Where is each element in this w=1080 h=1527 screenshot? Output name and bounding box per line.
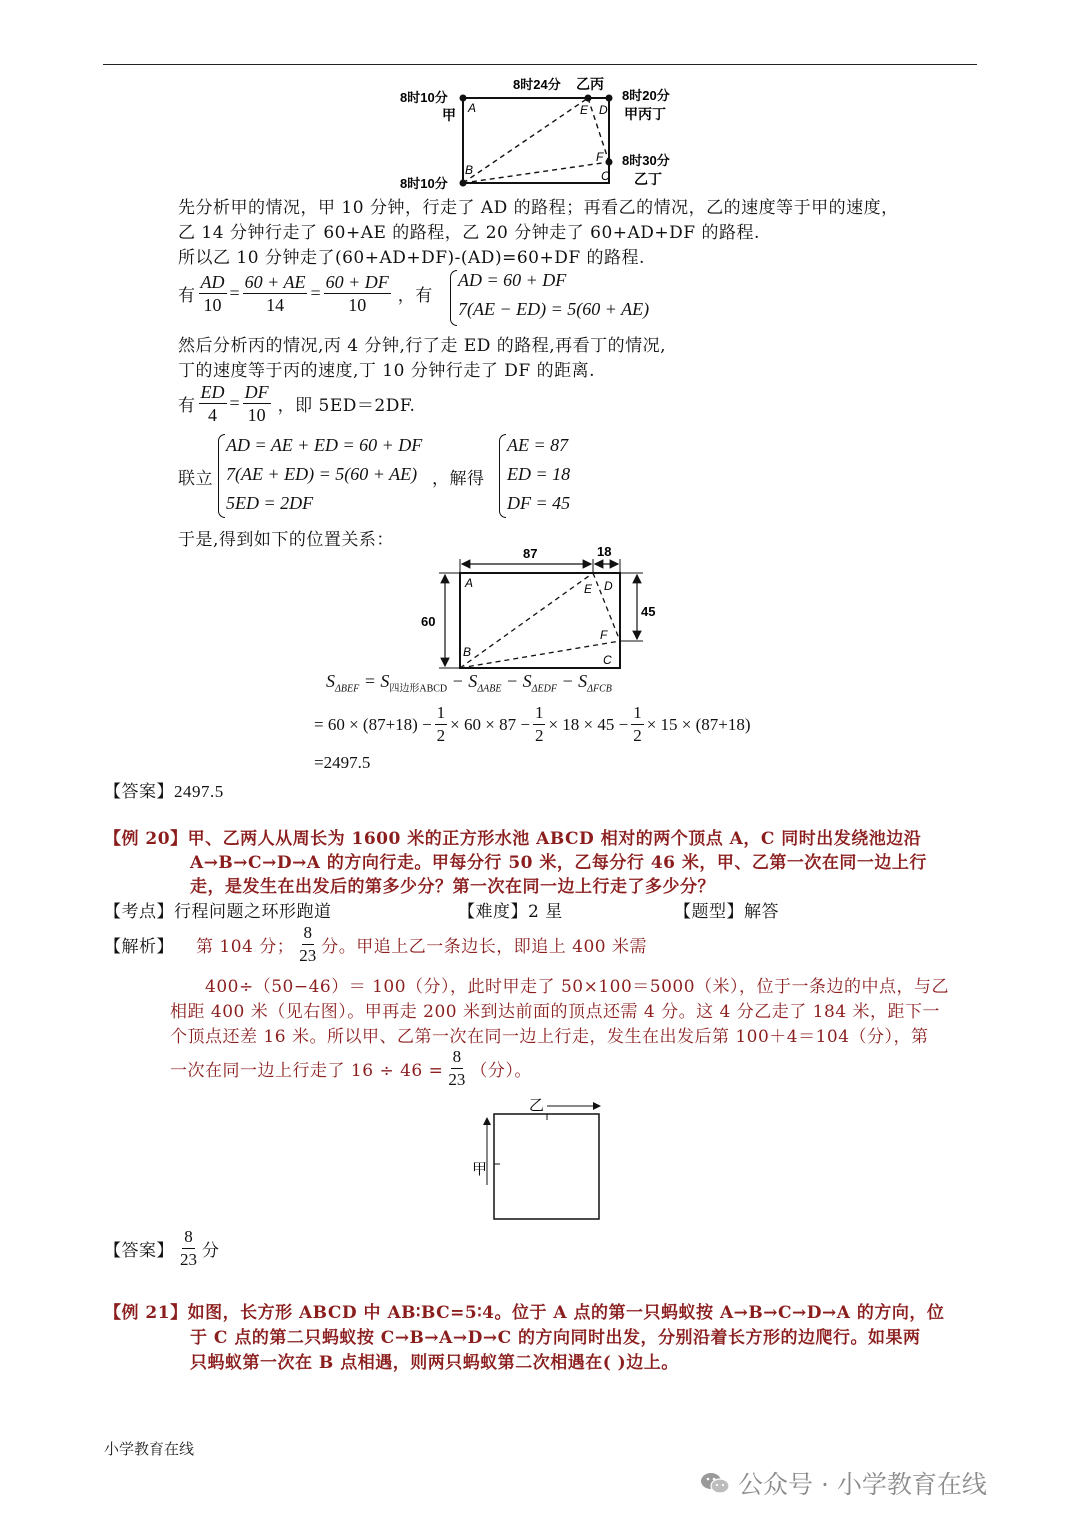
ex20-tag: 【例 20】 (104, 829, 188, 849)
half-den: 2 (633, 726, 642, 745)
eq2-frac-2 (243, 381, 271, 426)
eq1-f3-den: 10 (348, 295, 367, 315)
area-s2-sub: ΔABE (477, 683, 502, 695)
analysis-line-4: 然后分析丙的情况,丙 4 分钟,行了走 ED 的路程,再看丁的情况, (178, 336, 667, 356)
nandu-value: 2 星 (528, 902, 563, 922)
solution-AE: AE = 87 (507, 435, 569, 455)
jiexi-frac-num: 8 (302, 922, 315, 945)
eq1-f3-num: 60 + DF (325, 272, 389, 292)
area-s1-sub: 四边形ABCD (389, 683, 448, 695)
fig1-top-name: 乙丙 (576, 76, 604, 92)
area-l2-c: × 18 × 45 − (548, 714, 629, 734)
half-num: 1 (533, 702, 546, 725)
eq2-f2-den: 10 (247, 405, 266, 425)
eq1-f1-num: AD (200, 272, 225, 292)
fig2-line-BF (460, 641, 620, 668)
eq1-frac-2 (243, 271, 308, 316)
jiexi-a: 第 104 分； (196, 937, 295, 957)
fig1-label-D: D (599, 103, 608, 117)
ex20-meta-row (104, 897, 332, 922)
fig2-dim-45: 45 (641, 604, 656, 619)
fig1-right-top-time: 8时20分 (622, 88, 670, 103)
fig1-label-B: B (465, 163, 474, 177)
half-num: 1 (631, 702, 644, 725)
tixing-tag: 【题型】 (674, 902, 744, 922)
area-formula-line-2 (314, 702, 751, 747)
fig1-label-E: E (580, 103, 589, 117)
area-s3-sub: ΔEDF (531, 683, 557, 695)
jiexi-frac (297, 922, 318, 967)
eq1-system (458, 266, 649, 324)
answer-2-unit: 分 (202, 1241, 220, 1261)
square-pool (494, 1114, 599, 1219)
fig2-line-BE (460, 573, 593, 668)
area-half-1 (435, 702, 448, 747)
wechat-icon (700, 1471, 730, 1495)
system-eq-2: 7(AE + ED) = 5(60 + AE) (226, 464, 418, 484)
answer-2 (104, 1226, 220, 1271)
fig2-dim-60: 60 (421, 614, 436, 629)
ex20-line-3: 走，是发生在出发后的第多少分？第一次在同一边上行走了多少分？ (190, 877, 715, 897)
eq1-frac-1 (199, 271, 227, 316)
fig2-label-E: E (584, 582, 593, 596)
figure-dimensions-rectangle (415, 543, 665, 675)
solution-ED: ED = 18 (507, 464, 571, 484)
eq2-f1-den: 4 (208, 405, 217, 425)
watermark-text: 公众号 · 小学教育在线 (738, 1470, 987, 1499)
analysis-line-5: 丁的速度等于丙的速度,丁 10 分钟行走了 DF 的距离. (178, 361, 595, 381)
ex20-para-1: 400÷（50−46）＝ 100（分），此时甲走了 50×100＝5000（米），位于一条边的中点，与乙 (205, 977, 950, 997)
system-eq-3: 5ED = 2DF (226, 493, 314, 513)
fig1-left-top-time: 8时10分 (400, 90, 448, 105)
ex20-para-3: 个顶点还差 16 米。所以甲、乙第一次在同一边上行走，发生在出发后第 100＋4＝104（分），第 (170, 1027, 929, 1047)
eq2-suffix: ，即 5ED＝2DF. (277, 396, 416, 416)
fig1-point-D (606, 95, 613, 102)
system-prefix: 联立 (178, 469, 213, 489)
fig2-label-C: C (603, 653, 612, 667)
system-brace-right (499, 434, 506, 518)
nandu-tag: 【难度】 (458, 902, 528, 922)
system-solutions (507, 431, 570, 518)
answer-1-value: 2497.5 (174, 782, 224, 801)
ex21-line-1-text: 如图，长方形 ABCD 中 AB∶BC=5∶4。位于 A 点的第一只蚂蚁按 A→B→C→D→A 的方向，位 (187, 1303, 945, 1323)
fig1-point-F (606, 159, 613, 166)
eq1-f1-den: 10 (203, 295, 222, 315)
answer-2-tag: 【答案】 (104, 1241, 174, 1261)
fig1-point-A (460, 95, 467, 102)
p4-frac-den: 23 (448, 1070, 466, 1089)
nandu (458, 897, 563, 922)
eq1-frac-3 (324, 271, 391, 316)
analysis-line-1: 先分析甲的情况，甲 10 分钟，行走了 AD 的路程；再看乙的情况，乙的速度等于甲的速度， (178, 198, 899, 218)
system-brace-left (218, 434, 225, 518)
fig1-point-B (460, 180, 467, 187)
eq1-f2-num: 60 + AE (244, 272, 306, 292)
half-den: 2 (534, 726, 544, 745)
area-l2-d: × 15 × (87+18) (646, 714, 751, 734)
area-l2-b: × 60 × 87 − (450, 714, 530, 734)
fig1-line-BF (463, 162, 609, 183)
ex21-line-1 (104, 1298, 944, 1323)
kaodian-value: 行程问题之环形跑道 (174, 902, 332, 922)
area-s4-sub: ΔFCB (587, 683, 612, 695)
ex20-p4-a: 一次在同一边上行走了 16 ÷ 46 = (170, 1061, 444, 1081)
fig1-point-E (585, 95, 592, 102)
fig2-label-A: A (465, 576, 474, 590)
ex20-line-1-text: 甲、乙两人从周长为 1600 米的正方形水池 ABCD 相对的两个顶点 A，C 同时出发绕池边沿 (187, 829, 922, 849)
answer-2-num: 8 (182, 1226, 195, 1249)
fig2-dim-87: 87 (523, 546, 538, 561)
eq1-mid: ，有 (397, 286, 433, 306)
fig1-label-A: A (468, 101, 477, 115)
area-half-3 (631, 702, 644, 747)
kaodian-tag: 【考点】 (104, 902, 174, 922)
eq1-brace (450, 270, 457, 326)
answer-1 (104, 777, 224, 802)
eq1-sys-line-2: 7(AE − ED) = 5(60 + AE) (458, 299, 650, 319)
fig1-top-time: 8时24分 (513, 77, 561, 92)
fig2-dim-18: 18 (597, 544, 612, 559)
area-formula-line-1: $S_{\Delta BEF} = S_{四边形ABCD} - S_{\Delta ABE} - S_{\Delta EDF} - S_{\Delta FCB}$ (326, 671, 612, 695)
answer-2-den: 23 (180, 1250, 197, 1269)
footer-left: 小学教育在线 (104, 1440, 195, 1458)
fig1-left-top-name: 甲 (442, 107, 456, 123)
ex21-line-2: 于 C 点的第二只蚂蚁按 C→B→A→D→C 的方向同时出发，分别沿着长方形的边爬行。如果两 (190, 1328, 921, 1348)
jiexi-frac-den: 23 (299, 946, 317, 965)
system-equations (226, 431, 422, 518)
ex20-jiexi-line (104, 922, 647, 967)
area-l2-a: = 60 × (87+18) − (314, 714, 432, 734)
analysis-line-2: 乙 14 分钟行走了 60+AE 的路程，乙 20 分钟走了 60+AD+DF 的路程. (178, 223, 760, 243)
fig2-label-B: B (463, 645, 472, 659)
area-lhs-sub: ΔBEF (335, 683, 360, 695)
tixing-value: 解答 (744, 902, 779, 922)
answer-2-frac (178, 1226, 199, 1271)
eq1-prefix: 有 (178, 286, 196, 306)
ex20-line-1 (104, 824, 921, 849)
eq2-f1-num: ED (200, 382, 225, 402)
area-half-2 (533, 702, 546, 747)
eq2-frac-1 (199, 381, 227, 426)
figure-timeline-rectangle (390, 70, 700, 195)
fig1-left-bottom-time: 8时10分 (400, 176, 448, 191)
header-rule (103, 64, 977, 65)
fig3-jia: 甲 (472, 1161, 488, 1178)
eq2-f2-num: DF (244, 382, 269, 402)
fig2-label-F: F (600, 628, 608, 642)
jiexi-tag: 【解析】 (104, 937, 174, 957)
ex20-para-4 (170, 1046, 532, 1091)
fig1-label-F: F (596, 150, 604, 164)
fig2-label-D: D (604, 579, 613, 593)
fig1-right-bottom-name: 乙丁 (634, 171, 662, 187)
fig3-yi: 乙 (529, 1097, 545, 1114)
solution-DF: DF = 45 (507, 493, 571, 513)
p4-frac-num: 8 (451, 1046, 464, 1069)
jiexi-b: 分。甲追上乙一条边长，即追上 400 米需 (321, 937, 648, 957)
equation-ratio-2: 有 $\frac{ED}{4}$ = $\frac{DF}{10}$ ，即 5ED＝2DF. (178, 382, 416, 425)
equation-ratio-1: 有 $\frac{AD}{10}$ = $\frac{60 + AE}{14}$ = $\frac{60 + DF}{10}$ ，有 (178, 272, 433, 315)
area-eq: = S (363, 671, 390, 691)
fig1-line-BE (463, 98, 588, 183)
analysis-line-6: 于是,得到如下的位置关系： (178, 530, 394, 550)
eq1-sys-line-1: AD = 60 + DF (458, 270, 567, 290)
half-den: 2 (436, 726, 446, 745)
fig1-label-C: C (601, 169, 610, 183)
fig2-rectangle (460, 573, 620, 668)
ex20-para-2: 相距 400 米（见右图）。甲再走 200 米到达前面的顶点还需 4 分。这 4 分乙走了 184 米，距下一 (170, 1002, 941, 1022)
ex20-line-2: A→B→C→D→A 的方向行走。甲每分行 50 米，乙每分行 46 米，甲、乙第一次在同一边上行 (190, 853, 927, 873)
ex20-p4-frac (446, 1046, 467, 1091)
fig1-right-top-name: 甲丙丁 (624, 106, 666, 122)
fig1-right-bottom-time: 8时30分 (622, 153, 670, 168)
area-lhs: S (326, 671, 335, 691)
half-num: 1 (435, 702, 448, 725)
eq1-f2-den: 14 (266, 295, 285, 315)
ex21-line-3: 只蚂蚁第一次在 B 点相遇，则两只蚂蚁第二次相遇在( )边上。 (190, 1353, 679, 1373)
answer-1-tag: 【答案】 (104, 782, 174, 802)
analysis-line-3: 所以乙 10 分钟走了(60+AD+DF)-(AD)=60+DF 的路程. (178, 248, 645, 268)
area-result: =2497.5 (314, 753, 371, 772)
ex21-tag: 【例 21】 (104, 1303, 188, 1323)
footer-watermark (700, 1465, 987, 1501)
ex20-p4-b: （分）。 (470, 1061, 532, 1081)
system-eq-1: AD = AE + ED = 60 + DF (226, 435, 423, 455)
tixing (674, 897, 779, 922)
system-mid: ，解得 (432, 469, 485, 489)
figure-square-pool (465, 1090, 615, 1225)
eq2-prefix: 有 (178, 396, 196, 416)
